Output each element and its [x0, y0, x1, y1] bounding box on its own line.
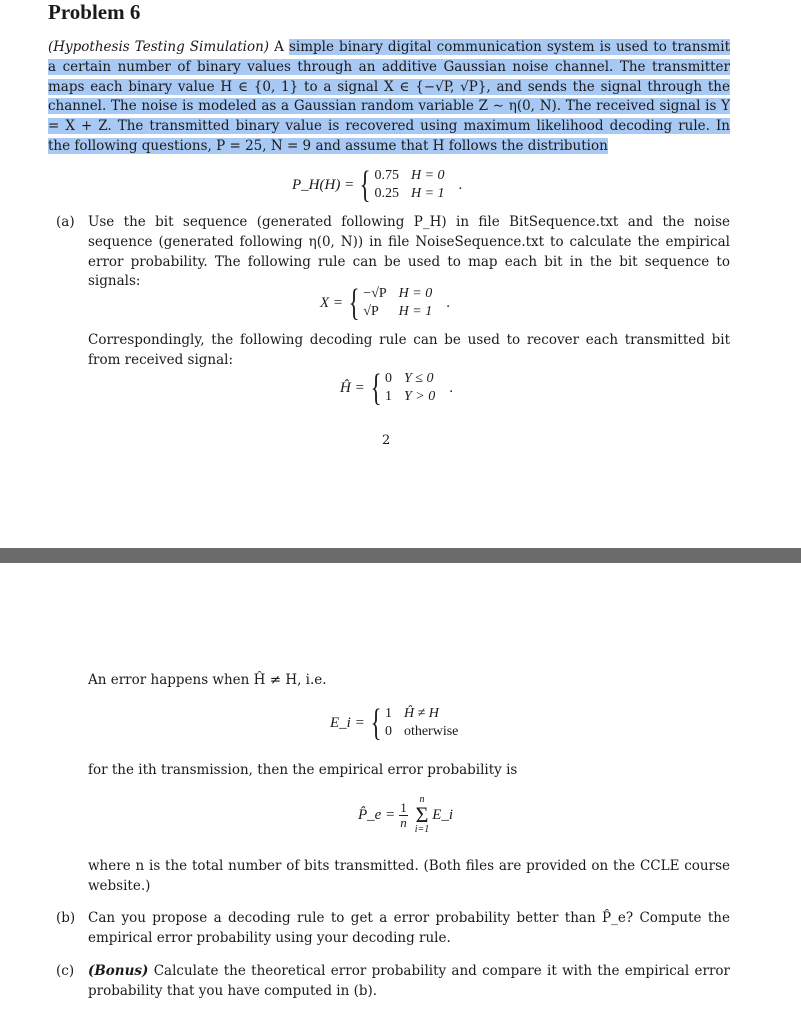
- decoding-lhs: Ĥ =: [340, 379, 365, 396]
- decoding-value: 1: [384, 389, 392, 404]
- sum-term: E_i: [432, 806, 454, 823]
- prior-distribution-equation: [292, 166, 462, 204]
- sum-lower-limit: i=1: [414, 824, 430, 835]
- equation-period: .: [458, 176, 463, 193]
- mapping-value: −√P: [363, 286, 387, 301]
- left-brace: {: [370, 702, 382, 744]
- problem-intro: [48, 38, 730, 157]
- part-b-label: (b): [56, 910, 76, 926]
- equation-period: .: [446, 294, 450, 311]
- fraction-denominator: n: [400, 814, 407, 830]
- problem-title: Problem 6: [48, 0, 141, 24]
- error-value: 0: [384, 724, 392, 739]
- decoding-cases: [385, 370, 435, 406]
- mapping-condition: H = 0: [398, 286, 433, 301]
- error-condition: otherwise: [403, 724, 459, 739]
- sigma-icon: Σ: [415, 802, 429, 827]
- decoding-condition: Y > 0: [403, 389, 436, 404]
- empirical-probability-equation: [358, 795, 453, 835]
- error-value: 1: [384, 706, 392, 721]
- prior-value: 0.25: [374, 186, 399, 201]
- prior-lhs: P_H(H) =: [292, 176, 355, 193]
- fraction: [399, 801, 408, 830]
- error-condition: Ĥ ≠ H: [403, 706, 439, 721]
- prior-value: 0.75: [374, 168, 399, 183]
- left-brace: {: [348, 282, 360, 324]
- part-c-label: (c): [56, 963, 75, 979]
- error-lhs: E_i =: [330, 714, 365, 731]
- mapping-lhs: X =: [320, 294, 344, 311]
- decoding-equation: [340, 369, 453, 407]
- page-bottom: [0, 563, 801, 1024]
- prior-condition: H = 0: [410, 168, 445, 183]
- page-number: 2: [382, 433, 391, 448]
- equation-period: .: [449, 379, 453, 396]
- prior-condition: H = 1: [410, 186, 445, 201]
- mapping-equation: [320, 284, 450, 322]
- part-b-text: Can you propose a decoding rule to get a error probability better than P̂_e? Compute the empirical error probability using your decoding rule.: [88, 910, 730, 946]
- error-indicator-equation: [330, 704, 458, 742]
- prob-lhs: P̂_e =: [358, 806, 396, 823]
- mapping-cases: [363, 285, 432, 321]
- summation: [415, 795, 430, 835]
- error-intro: An error happens when Ĥ ≠ H, i.e.: [88, 672, 327, 688]
- page-separator: [0, 548, 801, 563]
- sum-upper-limit: n: [419, 794, 425, 805]
- decoding-text: Correspondingly, the following decoding rule can be used to recover each transmitted bit from received signal:: [88, 332, 730, 368]
- mapping-value: √P: [363, 304, 379, 319]
- probability-intro: for the ith transmission, then the empirical error probability is: [88, 762, 518, 778]
- decoding-condition: Y ≤ 0: [403, 371, 434, 386]
- part-c-text: Calculate the theoretical error probability and compare it with the empirical error probability that you have computed in (b).: [88, 963, 730, 999]
- prior-cases: [374, 167, 444, 203]
- part-a: [56, 213, 730, 292]
- left-brace: {: [370, 367, 382, 409]
- part-b: [56, 909, 730, 949]
- left-brace: {: [359, 164, 371, 206]
- where-text: where n is the total number of bits transmitted. (Both files are provided on the CCLE course website.): [88, 858, 730, 894]
- part-a-label: (a): [56, 214, 75, 230]
- decoding-value: 0: [384, 371, 392, 386]
- intro-highlighted-text[interactable]: simple binary digital communication system is used to transmit a certain number of binary values through an additive Gaussian noise channel. The transmitter maps each binary value H ∈ {0, 1} to a signal X ∈ {−√P, √P}, and sends the signal through the channel. The noise is modeled as a Gaussian random variable Z ∼ η(0, N). The received signal is Y = X + Z. The transmitted binary value is recovered using maximum likelihood decoding rule. In the following questions, P = 25, N = 9 and assume that H follows the distribution: [48, 39, 731, 154]
- part-c: [56, 962, 730, 1002]
- mapping-condition: H = 1: [398, 304, 433, 319]
- intro-first-word: A: [274, 39, 284, 55]
- error-cases: [385, 705, 458, 741]
- intro-label: (Hypothesis Testing Simulation): [48, 39, 270, 55]
- part-a-text: Use the bit sequence (generated following P_H) in file BitSequence.txt and the noise sequence (generated following η(0, N)) in file NoiseSequence.txt to calculate the empirical error probability. The following rule can be used to map each bit in the bit sequence to signals:: [88, 214, 730, 290]
- part-c-bonus: (Bonus): [88, 963, 149, 979]
- fraction-numerator: 1: [400, 799, 407, 815]
